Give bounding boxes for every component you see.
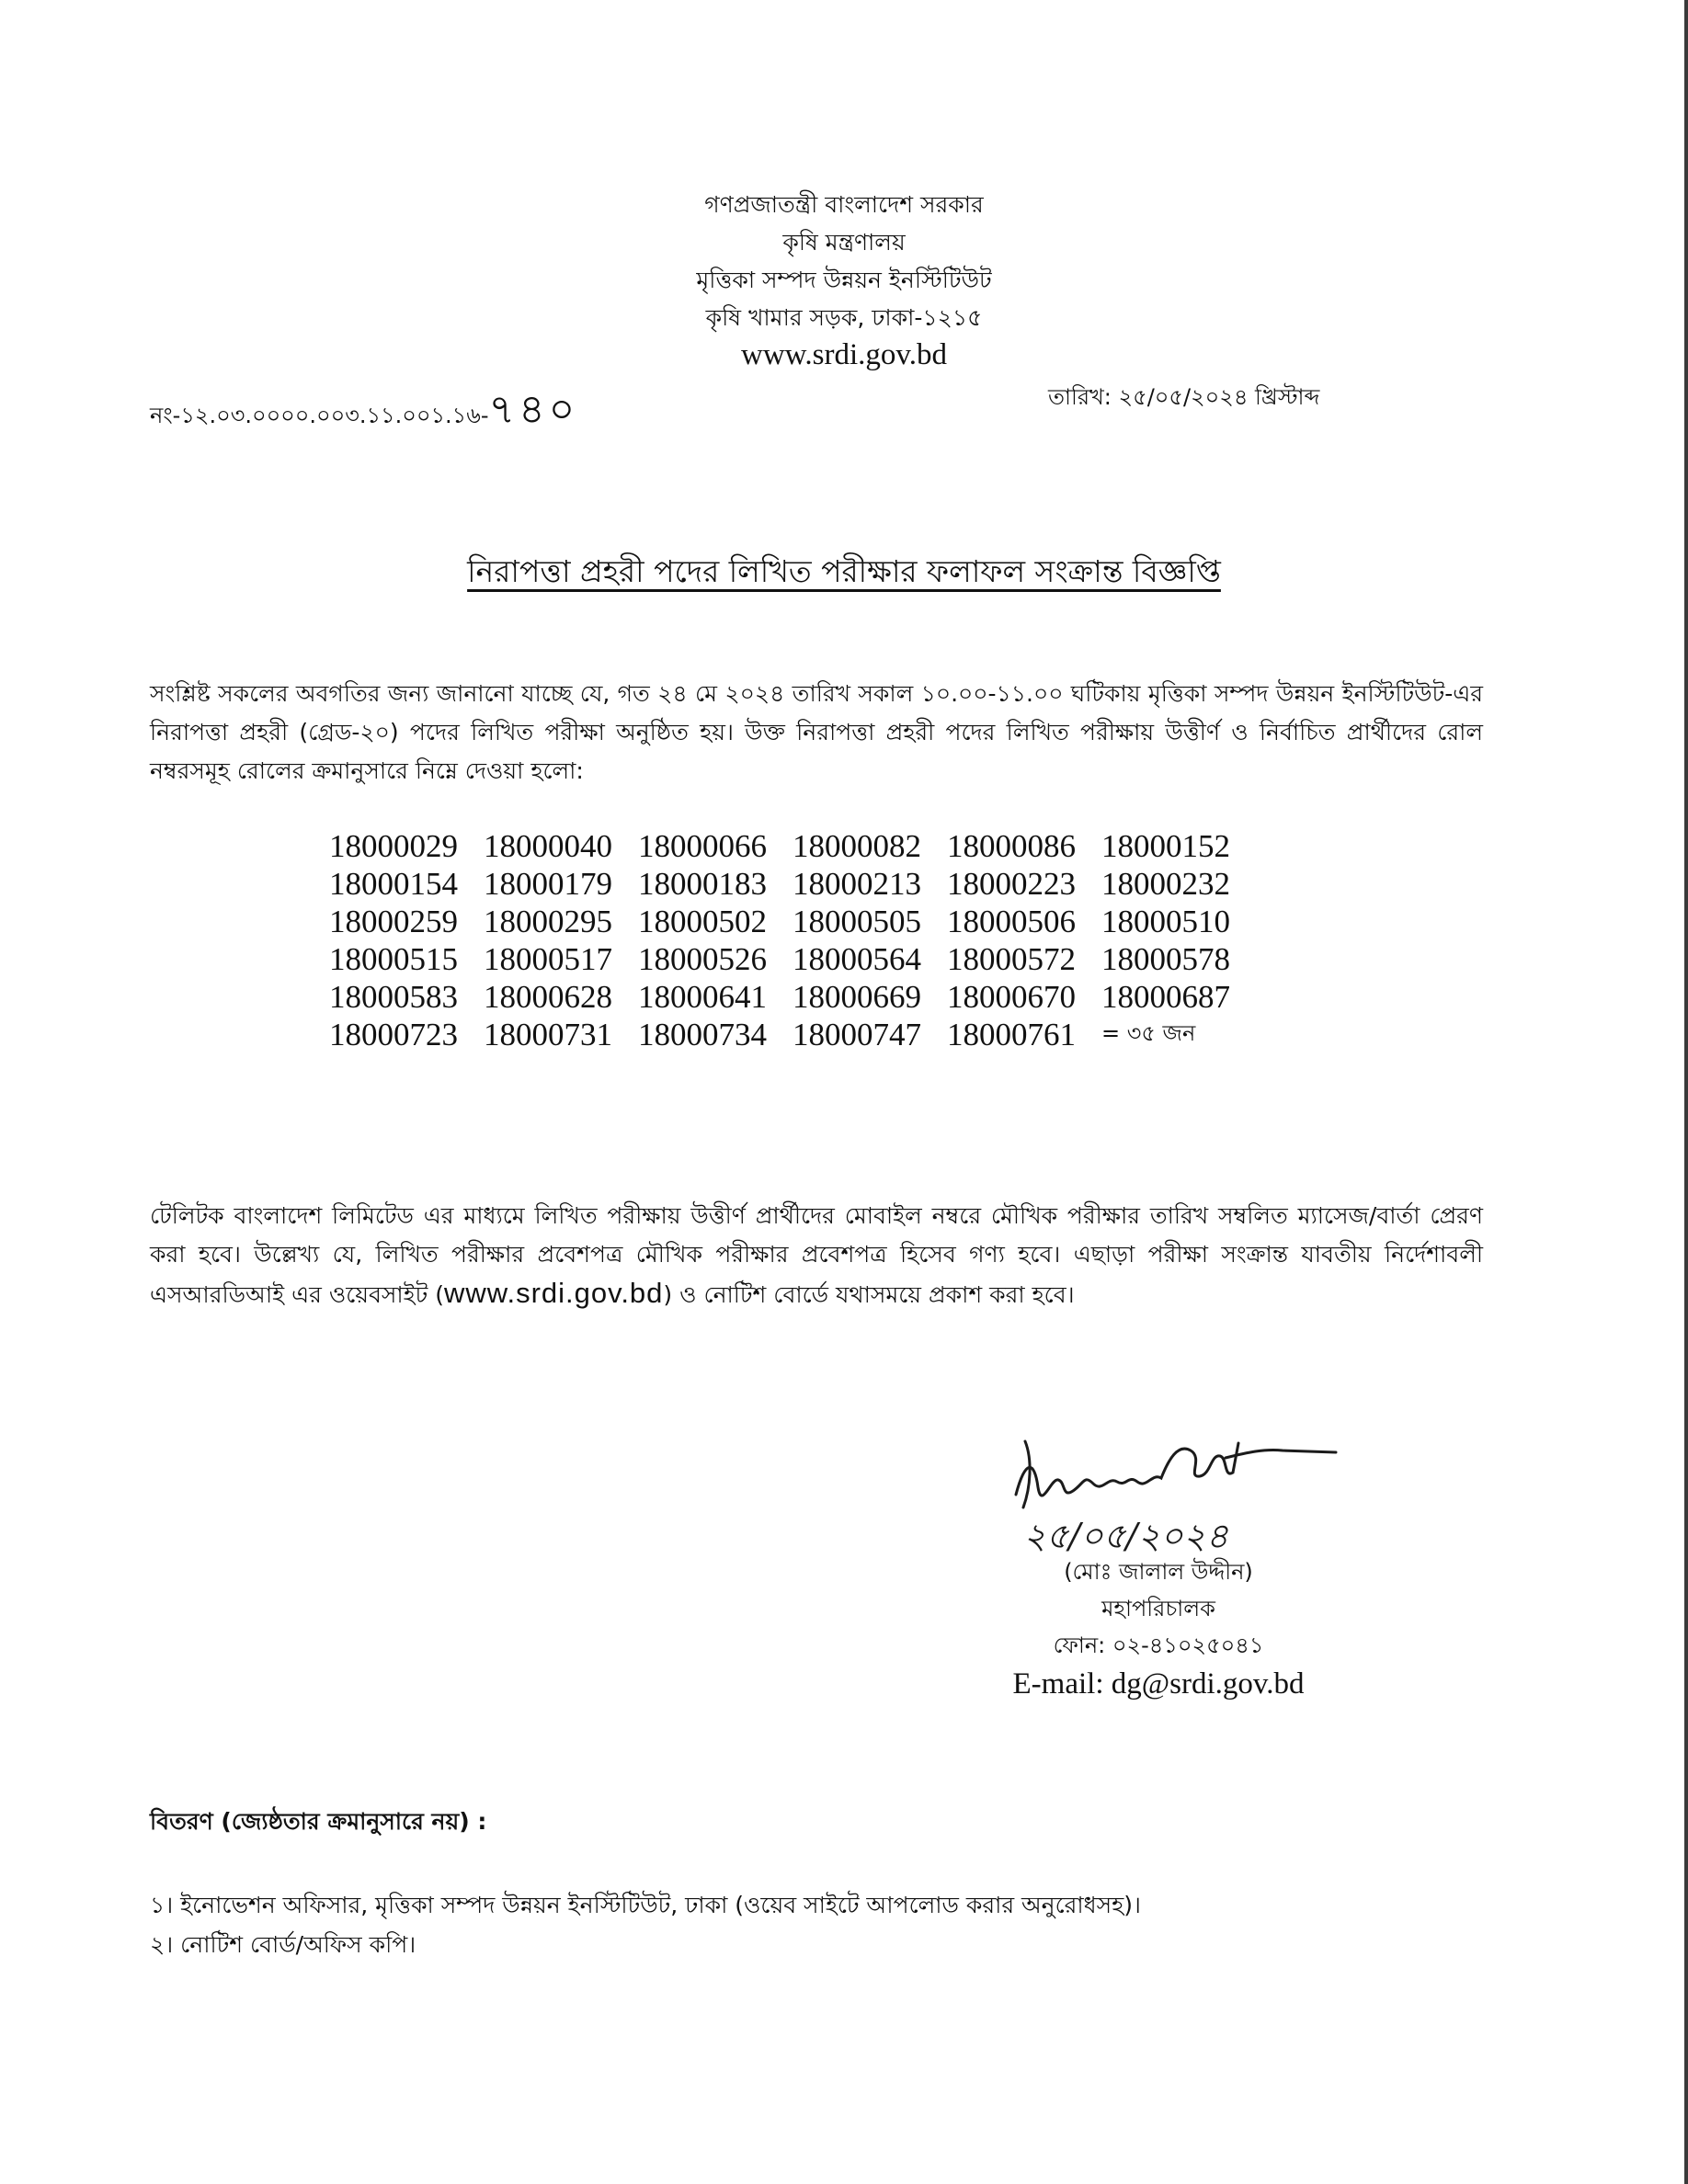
roll-number: 18000506	[947, 903, 1076, 939]
roll-number: 18000232	[1101, 865, 1230, 902]
letterhead	[0, 186, 1688, 374]
roll-number: 18000734	[638, 1016, 767, 1052]
roll-number: 18000259	[329, 903, 458, 939]
header-address: কৃষি খামার সড়ক, ঢাকা-১২১৫	[705, 304, 983, 331]
roll-number: 18000223	[947, 865, 1076, 902]
roll-number: 18000670	[947, 978, 1076, 1015]
closing-text-after-link: ) ও নোটিশ বোর্ডে যথাসময়ে প্রকাশ করা হবে।	[663, 1281, 1075, 1308]
roll-number: 18000564	[793, 940, 921, 977]
roll-number: 18000183	[638, 865, 767, 902]
roll-number: 18000213	[793, 865, 921, 902]
roll-number: 18000082	[793, 827, 921, 864]
roll-number: 18000517	[484, 940, 612, 977]
closing-paragraph	[150, 1197, 1483, 1314]
signatory-email: E-mail: dg@srdi.gov.bd	[1012, 1667, 1305, 1701]
roll-number: 18000731	[484, 1016, 612, 1052]
roll-number-list	[329, 827, 1256, 1053]
distribution-item: ২। নোটিশ বোর্ড/অফিস কপি।	[150, 1931, 416, 1958]
roll-number: 18000583	[329, 978, 458, 1015]
roll-number: 18000515	[329, 940, 458, 977]
roll-number: 18000628	[484, 978, 612, 1015]
roll-number: 18000295	[484, 903, 612, 939]
roll-number: 18000505	[793, 903, 921, 939]
roll-number: 18000510	[1101, 903, 1230, 939]
header-website: www.srdi.gov.bd	[741, 338, 947, 371]
signatory-designation: মহাপরিচালক	[1101, 1596, 1215, 1621]
distribution-heading: বিতরণ (জ্যেষ্ঠতার ক্রমানুসারে নয়) :	[150, 1808, 487, 1835]
notice-title: নিরাপত্তা প্রহরী পদের লিখিত পরীক্ষার ফলাফল সংক্রান্ত বিজ্ঞপ্তি	[467, 553, 1221, 589]
roll-number: 18000572	[947, 940, 1076, 977]
roll-row	[329, 865, 1256, 903]
roll-number: 18000066	[638, 827, 767, 864]
roll-row	[329, 903, 1256, 940]
memo-number-prefix: নং-১২.০৩.০০০০.০০৩.১১.০০১.১৬-	[150, 403, 489, 428]
roll-number: 18000152	[1101, 827, 1230, 864]
roll-number: 18000029	[329, 827, 458, 864]
header-ministry: কৃষি মন্ত্রণালয়	[782, 229, 906, 256]
header-government: গণপ্রজাতন্ত্রী বাংলাদেশ সরকার	[704, 191, 984, 218]
roll-row	[329, 978, 1256, 1016]
intro-paragraph: সংশ্লিষ্ট সকলের অবগতির জন্য জানানো যাচ্ছে যে, গত ২৪ মে ২০২৪ তারিখ সকাল ১০.০০-১১.০০ ঘটিকায় মৃত্তিকা সম্পদ উন্নয়ন ইনস্টিটিউট-এর নিরাপত্তা প্রহরী (গ্রেড-২০) পদের লিখিত পরীক্ষা অনুষ্ঠিত হয়। উক্ত নিরাপত্তা প্রহরী পদের লিখিত পরীক্ষায় উত্তীর্ণ ও নির্বাচিত প্রার্থীদের রোল নম্বরসমূহ রোলের ক্রমানুসারে নিম্নে দেওয়া হলো:	[150, 680, 1484, 784]
roll-number: 18000040	[484, 827, 612, 864]
website-link[interactable]: www.srdi.gov.bd	[444, 1277, 664, 1309]
memo-date: তারিখ: ২৫/০৫/২০২৪ খ্রিস্টাব্দ	[1048, 384, 1320, 410]
signatory-name: (মোঃ জালাল উদ্দীন)	[1064, 1559, 1253, 1585]
closing-text-before-link: টেলিটক বাংলাদেশ লিমিটেড এর মাধ্যমে লিখিত পরীক্ষায় উত্তীর্ণ প্রার্থীদের মোবাইল নম্বরে মৌখিক পরীক্ষার তারিখ সম্বলিত ম্যাসেজ/বার্তা প্রেরণ করা হবে। উল্লেখ্য যে, লিখিত পরীক্ষার প্রবেশপত্র মৌখিক পরীক্ষার প্রবেশপত্র হিসেব গণ্য হবে। এছাড়া পরীক্ষা সংক্রান্ত যাবতীয় নির্দেশাবলী এসআরডিআই এর ওয়েবসাইট (	[150, 1202, 1483, 1308]
roll-number: 18000687	[1101, 978, 1230, 1015]
roll-row	[329, 827, 1256, 865]
roll-number: 18000502	[638, 903, 767, 939]
distribution-item: ১। ইনোভেশন অফিসার, মৃত্তিকা সম্পদ উন্নয়ন ইনস্টিটিউট, ঢাকা (ওয়েব সাইটে আপলোড করার অনুরোধসহ)।	[150, 1892, 1141, 1918]
roll-number: 18000179	[484, 865, 612, 902]
roll-number: 18000086	[947, 827, 1076, 864]
signature	[1007, 1423, 1356, 1556]
memo-number-handwritten: ৭৪০	[488, 386, 579, 433]
signatory-details	[919, 1553, 1397, 1704]
roll-number: 18000723	[329, 1016, 458, 1052]
signature-handwritten-date: ২৫/০৫/২০২৪	[1023, 1516, 1229, 1556]
memo-number	[150, 379, 578, 446]
roll-row	[329, 1016, 1256, 1053]
header-institute: মৃত্তিকা সম্পদ উন্নয়ন ইনস্টিটিউট	[696, 267, 992, 293]
roll-total-count: = ৩৫ জন	[1101, 1019, 1196, 1046]
roll-number: 18000669	[793, 978, 921, 1015]
roll-row	[329, 940, 1256, 978]
roll-number: 18000761	[947, 1016, 1076, 1052]
roll-number: 18000747	[793, 1016, 921, 1052]
roll-number: 18000641	[638, 978, 767, 1015]
roll-number-table	[329, 827, 1256, 1053]
roll-number: 18000154	[329, 865, 458, 902]
roll-number: 18000578	[1101, 940, 1230, 977]
signatory-phone: ফোন: ০২-৪১০২৫০৪১	[1053, 1632, 1264, 1658]
roll-number: 18000526	[638, 940, 767, 977]
